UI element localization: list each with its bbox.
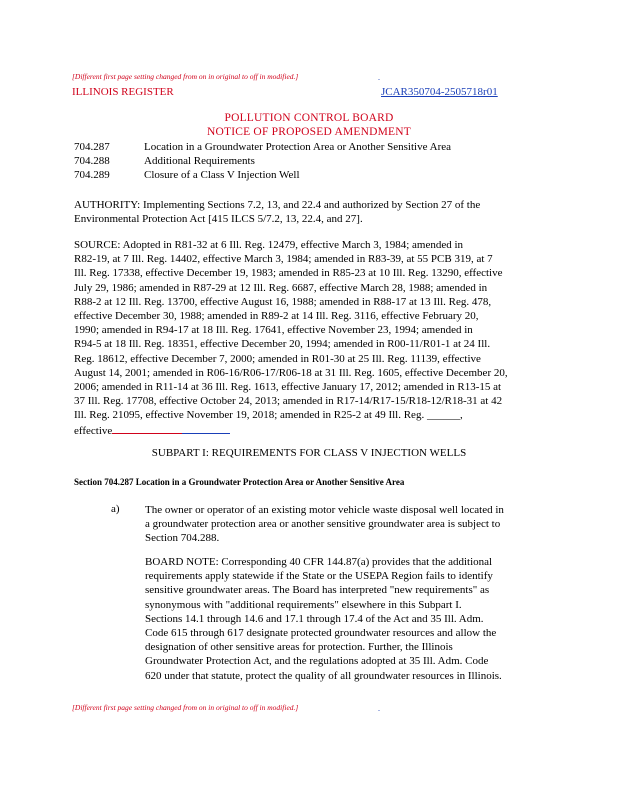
register-header: ILLINOIS REGISTER [72, 86, 174, 98]
toc-section-title: Location in a Groundwater Protection Area or Another Sensitive Area [144, 141, 451, 153]
board-note-line: 620 under that statute, protect the quality of all groundwater resources in Illinois. [145, 669, 502, 682]
item-a-line: The owner or operator of an existing motor vehicle waste disposal well located in [145, 504, 504, 516]
marker-dot-top: . [378, 73, 380, 82]
authority-line: AUTHORITY: Implementing Sections 7.2, 13, and 22.4 and authorized by Section 27 of the [74, 199, 481, 211]
source-line: Ill. Reg. 21095, effective November 19, 2018; amended in R25-2 at 49 Ill. Reg. ______, [74, 409, 463, 422]
toc-section-title: Additional Requirements [144, 155, 255, 167]
source-line: 37 Ill. Reg. 17708, effective October 24, 2013; amended in R17-14/R17-15/R18-12/R18-31 at 42 [74, 395, 503, 408]
effective-date-blank-inserted [182, 423, 230, 434]
notice-title: NOTICE OF PROPOSED AMENDMENT [207, 126, 411, 138]
source-line-last [74, 423, 544, 438]
source-line: Ill. Reg. 17338, effective December 19, 1983; amended in R85-23 at 10 Ill. Reg. 13290, effective [74, 267, 503, 280]
toc-section-number: 704.287 [74, 141, 110, 153]
marker-dot-bottom: . [378, 704, 380, 713]
board-note-line: designation of other sensitive areas for protection. Further, the Illinois [145, 641, 453, 654]
item-a-line: a groundwater protection area or another sensitive groundwater area is subject to [145, 518, 501, 531]
jcar-document-id[interactable]: JCAR350704-2505718r01 [381, 86, 498, 98]
section-heading: Section 704.287 Location in a Groundwater Protection Area or Another Sensitive Area [74, 477, 405, 487]
source-line: July 29, 1986; amended in R87-29 at 12 Ill. Reg. 6687, effective March 28, 1988; amended in [74, 281, 488, 294]
item-a-line: Section 704.288. [145, 532, 220, 545]
source-line: R94-5 at 18 Ill. Reg. 18351, effective December 20, 1994; amended in R00-11/R01-1 at 24 Ill. [74, 338, 491, 351]
source-line: R88-2 at 12 Ill. Reg. 13700, effective August 16, 1988; amended in R88-17 at 13 Ill. Reg. 478, [74, 295, 492, 308]
board-note-line: Sections 14.1 through 14.6 and 17.1 through 17.4 of the Act and 35 Ill. Adm. [145, 612, 484, 625]
board-note-line: sensitive groundwater areas. The Board has interpreted "new requirements" as [145, 584, 490, 597]
toc-section-number: 704.289 [74, 169, 110, 181]
board-note-line: Code 615 through 617 designate protected groundwater resources and allow the [145, 627, 497, 640]
source-paragraph [74, 238, 544, 438]
board-note-line: requirements apply statewide if the State or the USEPA Region fails to identify [145, 570, 493, 583]
source-effective-label: effective [74, 424, 113, 437]
source-line: SOURCE: Adopted in R81-32 at 6 Ill. Reg. 12479, effective March 3, 1984; amended in [74, 239, 464, 251]
page-setting-note-top: [Different first page setting changed from on in original to off in modified.] [72, 72, 299, 81]
source-line: August 14, 2001; amended in R06-16/R06-17/R06-18 at 31 Ill. Reg. 1605, effective December 20, [74, 366, 508, 379]
board-note-line: synonymous with "additional requirements" elsewhere in this Subpart I. [145, 598, 462, 611]
toc-section-number: 704.288 [74, 155, 110, 167]
subpart-heading: SUBPART I: REQUIREMENTS FOR CLASS V INJECTION WELLS [151, 447, 467, 459]
board-note [145, 555, 545, 683]
source-line: 2006; amended in R11-14 at 36 Ill. Reg. 1613, effective January 17, 2012; amended in R13-15 at [74, 381, 502, 394]
source-line: effective December 30, 1988; amended in R89-2 at 14 Ill. Reg. 3116, effective February 20, [74, 310, 479, 323]
authority-line: Environmental Protection Act [415 ILCS 5/7.2, 13, 22.4, and 27]. [74, 213, 363, 226]
page-setting-note-bottom: [Different first page setting changed from on in original to off in modified.] [72, 703, 299, 712]
item-a-text [145, 503, 545, 546]
board-title: POLLUTION CONTROL BOARD [224, 112, 394, 124]
source-line: R82-19, at 7 Ill. Reg. 14402, effective March 3, 1984; amended in R83-39, at 55 PCB 319, at 7 [74, 253, 493, 266]
board-note-line: BOARD NOTE: Corresponding 40 CFR 144.87(a) provides that the additional [145, 556, 493, 568]
source-line: Reg. 18612, effective December 7, 2000; amended in R01-30 at 25 Ill. Reg. 11139, effective [74, 352, 481, 365]
authority-paragraph [74, 198, 544, 226]
toc-section-title: Closure of a Class V Injection Well [144, 169, 300, 181]
board-note-line: Groundwater Protection Act, and the regulations adopted at 35 Ill. Adm. Code [145, 655, 489, 668]
effective-date-blank [112, 423, 182, 434]
source-line: 1990; amended in R94-17 at 18 Ill. Reg. 17641, effective November 23, 1994; amended in [74, 324, 473, 337]
item-a-label: a) [111, 503, 120, 515]
